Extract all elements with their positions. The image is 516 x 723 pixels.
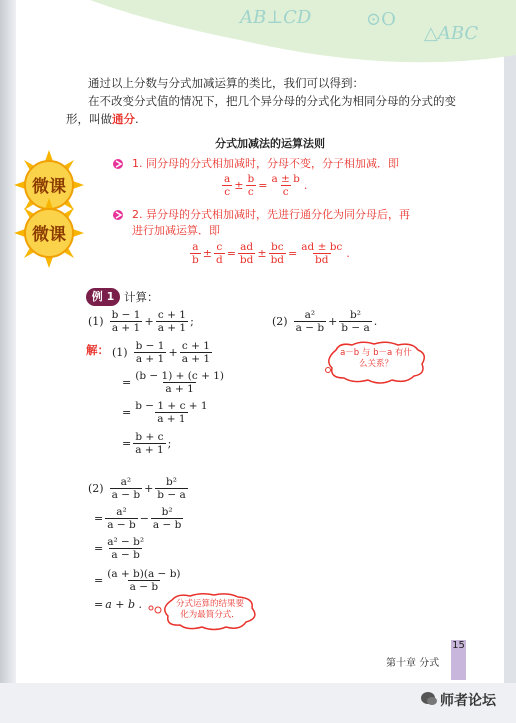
rule-2-formula: $\frac{a}{b}$ ± $\frac{c}{d}$ = $\frac{ad}{bd}$ ± $\frac{bc}{bd}$ = $\frac{ad \pm bc}{bd}$ . [192, 241, 350, 266]
micro-class-label-2: 微课 [32, 225, 66, 245]
intro-line-3-prefix: 形，叫做 [66, 112, 112, 126]
intro-line-3-suffix: . [135, 112, 139, 126]
page-bottom-margin [0, 683, 516, 723]
intro-line-2: 在不改变分式值的情况下，把几个异分母的分式化为相同分母的分式的变 [88, 94, 456, 108]
intro-line-3 [66, 111, 139, 127]
problem-1-label: (1) [88, 315, 104, 328]
solution-1-label: (1) [112, 346, 128, 359]
solution-1-step-3: = $\frac{b - 1 + c + 1}{a + 1}$ [122, 400, 208, 425]
bubble-text-1: a－b 与 b－a 有什么关系？ [340, 348, 412, 369]
page-edge [504, 0, 516, 723]
header-decor-text-2: ⊙O [366, 9, 396, 30]
term-tongfen: 通分 [112, 112, 135, 126]
wechat-icon [420, 690, 438, 708]
arrow-bullet-icon [112, 158, 128, 170]
solution-label: 解： [86, 343, 109, 357]
micro-class-label-1: 微课 [32, 177, 66, 197]
chapter-label: 第十章 分式 [386, 658, 440, 669]
solution-2-step-5: = a + b . [94, 598, 143, 611]
watermark-text: 师者论坛 [440, 693, 496, 709]
solution-2-label: (2) [88, 482, 104, 495]
example-badge: 例 1 [86, 288, 120, 306]
arrow-bullet-icon [112, 209, 128, 221]
header-decor-text-1: AB⊥CD [240, 7, 312, 28]
problem-1: (1) $\frac{b - 1}{a + 1}$ + $\frac{c + 1}{a + 1}$ ; [88, 309, 194, 334]
solution-2-step-4: = $\frac{(a + b)(a - b)}{a - b}$ [94, 568, 181, 593]
solution-1-step-1: (1) $\frac{b - 1}{a + 1}$ + $\frac{c + 1}{a + 1}$ [112, 340, 211, 365]
page-number-text: 15 [452, 640, 465, 651]
rule-item-2-line-1: 2. 异分母的分式相加减时，先进行通分化为同分母后，再 [132, 208, 410, 221]
page-spine [0, 0, 16, 723]
rule-item-2-line-2: 进行加减运算．即 [132, 224, 220, 237]
intro-line-1: 通过以上分数与分式加减运算的类比，我们可以得到： [88, 76, 364, 90]
header-decor-text-3: △ABC [424, 23, 479, 44]
micro-class-badge-2[interactable] [12, 196, 86, 270]
rule-title: 分式加减法的运算法则 [215, 137, 325, 150]
solution-2-step-2: = $\frac{\text{a²}}{a - b}$ − $\frac{\text{b²}}{a - b}$ [94, 506, 182, 531]
bubble-text-2: 分式运算的结果要化为最简分式． [175, 599, 244, 620]
solution-1-step-4: = $\frac{b + c}{a + 1}$ ; [122, 431, 172, 456]
rule-item-1: 1. 同分母的分式相加减时，分母不变，分子相加减．即 [132, 157, 399, 170]
page-number [451, 640, 466, 680]
problem-2: (2) $\frac{\text{a²}}{a - b}$ + $\frac{\text{b²}}{b - a}$ . [272, 309, 378, 334]
example-instruction: 计算： [124, 290, 159, 304]
solution-2-step-1: (2) $\frac{\text{a²}}{a - b}$ + $\frac{\text{b²}}{b - a}$ [88, 476, 186, 501]
rule-1-formula: $\frac{a}{c}$ ± $\frac{b}{c}$ = $\frac{a \pm b}{c}$ . [224, 173, 308, 198]
solution-2-step-3: = $\frac{\text{a² − b²}}{a - b}$ [94, 536, 145, 561]
problem-2-label: (2) [272, 315, 288, 328]
solution-1-step-2: = $\frac{(b - 1) + (c + 1)}{a + 1}$ [122, 370, 224, 395]
